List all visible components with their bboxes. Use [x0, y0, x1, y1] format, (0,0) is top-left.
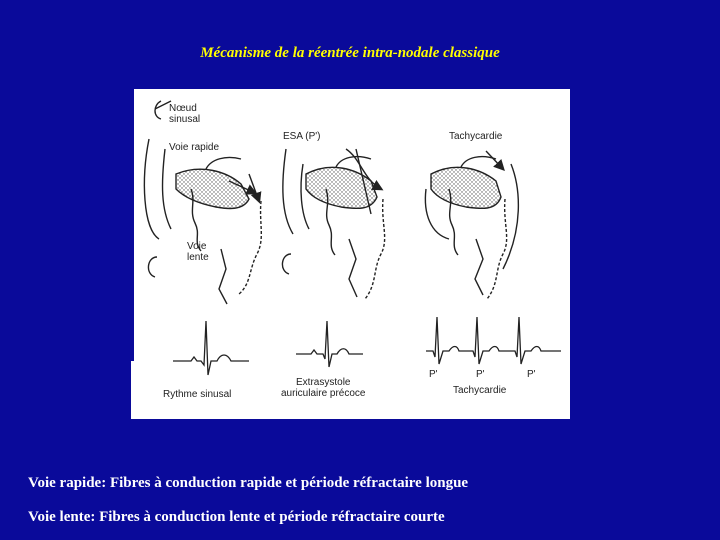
ecg-strip-2	[296, 321, 363, 367]
label-noeud-line1: Nœud	[169, 103, 197, 114]
label-voie-lente-line1: Voie	[187, 241, 207, 252]
ecg-caption-2	[281, 377, 366, 399]
ecg-p-mark-3: P'	[527, 369, 536, 380]
ecg-caption-2-line1: Extrasystole	[296, 377, 351, 388]
heart-panel-3	[425, 151, 518, 299]
label-voie-lente	[187, 241, 209, 263]
reentry-diagram	[131, 89, 570, 419]
caption-voie-rapide: Voie rapide: Fibres à conduction rapide et période réfractaire longue	[28, 475, 469, 491]
label-noeud-line2: sinusal	[169, 114, 201, 125]
heart-panel-2	[282, 149, 384, 299]
label-noeud-sinusal	[169, 103, 200, 125]
ecg-caption-1: Rythme sinusal	[163, 389, 232, 400]
caption-voie-lente: Voie lente: Fibres à conduction lente et période réfractaire courte	[28, 509, 445, 525]
ecg-p-mark-1: P'	[429, 369, 438, 380]
ecg-p-mark-2: P'	[476, 369, 485, 380]
label-tachycardie: Tachycardie	[449, 131, 503, 142]
heart-panel-1	[144, 101, 261, 304]
ecg-strip-3	[426, 317, 561, 364]
slide-title: Mécanisme de la réentrée intra-nodale classique	[200, 45, 500, 61]
label-esa: ESA (P')	[283, 131, 321, 142]
label-voie-lente-line2: lente	[187, 252, 209, 263]
ecg-strip-1	[173, 321, 249, 375]
ecg-caption-2-line2: auriculaire précoce	[281, 388, 366, 399]
ecg-caption-3: Tachycardie	[453, 385, 507, 396]
figure-edge	[131, 89, 134, 361]
label-voie-rapide: Voie rapide	[169, 142, 220, 153]
